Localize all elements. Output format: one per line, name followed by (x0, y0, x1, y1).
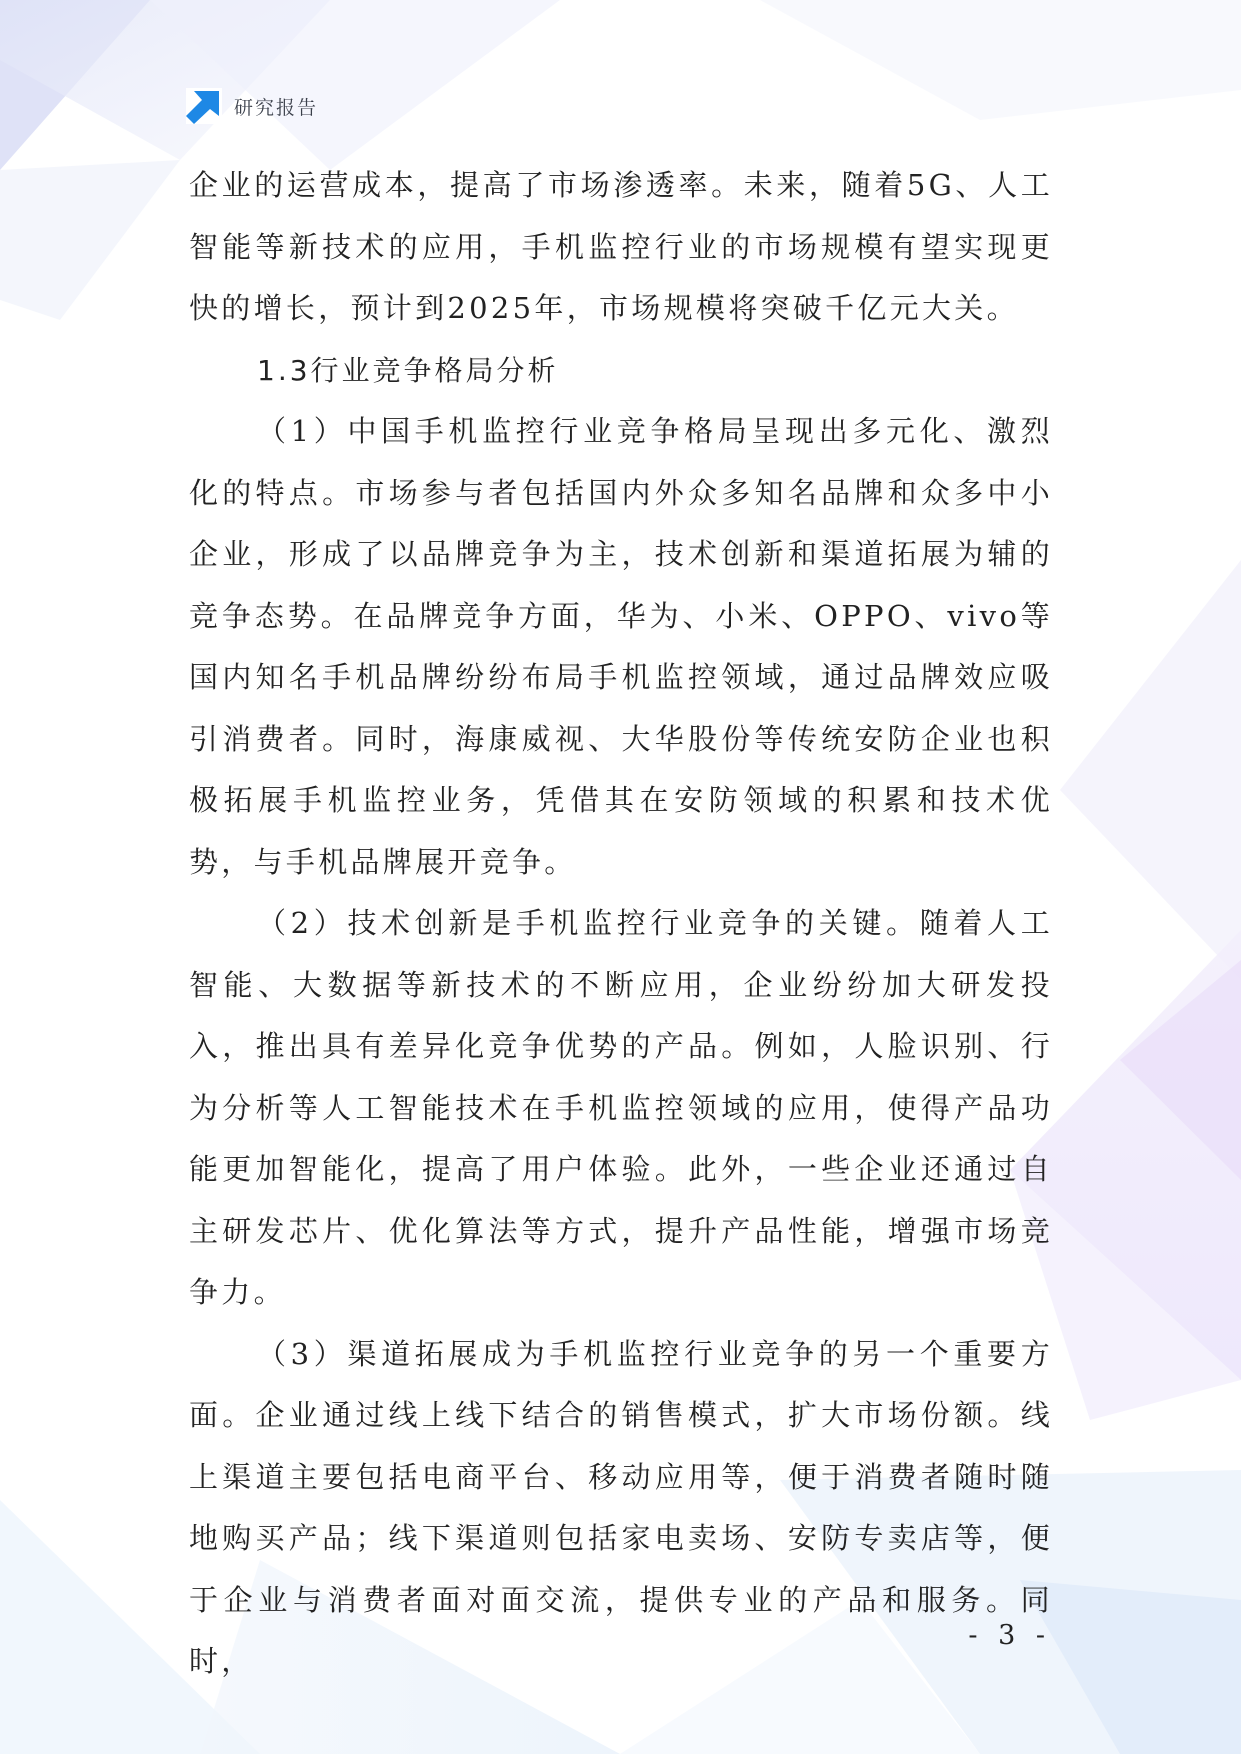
page-header (186, 88, 318, 124)
section-heading: 1.3行业竞争格局分析 (257, 353, 559, 387)
paragraph-1: （1）中国手机监控行业竞争格局呈现出多元化、激烈化的特点。市场参与者包括国内外众多知名品牌和众多中小企业，形成了以品牌竞争为主，技术创新和渠道拓展为辅的竞争态势。在品牌竞争方面，华为、小米、OPPO、vivo等国内知名手机品牌纷纷布局手机监控领域，通过品牌效应吸引消费者。同时，海康威视、大华股份等传统安防企业也积极拓展手机监控业务，凭借其在安防领域的积累和技术优势，与手机品牌展开竞争。 (189, 414, 1053, 879)
arrow-up-right-icon (186, 88, 222, 124)
header-title: 研究报告 (234, 96, 319, 119)
paragraph-3: （3）渠道拓展成为手机监控行业竞争的另一个重要方面。企业通过线上线下结合的销售模式，扩大市场份额。线上渠道主要包括电商平台、移动应用等，便于消费者随时随地购买产品；线下渠道则包括家电卖场、安防专卖店等，便于企业与消费者面对面交流，提供专业的产品和服务。同时， (189, 1336, 1053, 1678)
paragraph-intro: 企业的运营成本，提高了市场渗透率。未来，随着5G、人工智能等新技术的应用，手机监控行业的市场规模有望实现更快的增长，预计到2025年，市场规模将突破千亿元大关。 (189, 168, 1053, 325)
document-body (189, 155, 1053, 1693)
page-number: - 3 - (968, 1620, 1051, 1651)
paragraph-2: （2）技术创新是手机监控行业竞争的关键。随着人工智能、大数据等新技术的不断应用，企业纷纷加大研发投入，推出具有差异化竞争优势的产品。例如，人脸识别、行为分析等人工智能技术在手机监控领域的应用，使得产品功能更加智能化，提高了用户体验。此外，一些企业还通过自主研发芯片、优化算法等方式，提升产品性能，增强市场竞争力。 (189, 906, 1053, 1309)
